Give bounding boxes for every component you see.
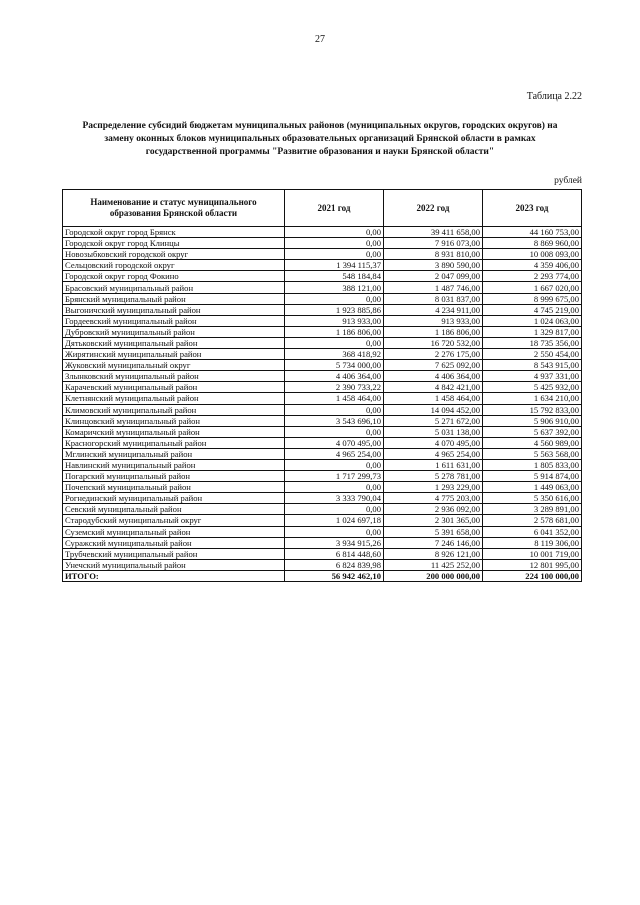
row-2021: 6 814 448,60 (285, 548, 384, 559)
row-2021: 2 390 733,22 (285, 382, 384, 393)
row-2022: 7 246 146,00 (384, 537, 483, 548)
row-2023: 1 667 020,00 (483, 282, 582, 293)
table-row (63, 227, 582, 238)
table-row (63, 293, 582, 304)
row-2022: 8 031 837,00 (384, 293, 483, 304)
table-row (63, 404, 582, 415)
row-municipality: Жуковский муниципальный округ (63, 360, 285, 371)
row-municipality: Трубчевский муниципальный район (63, 548, 285, 559)
row-2023: 44 160 753,00 (483, 227, 582, 238)
row-municipality: Дятьковский муниципальный район (63, 337, 285, 348)
table-row (63, 471, 582, 482)
table-row (63, 315, 582, 326)
row-2021: 1 458 464,00 (285, 393, 384, 404)
table-row (63, 360, 582, 371)
table-row (63, 238, 582, 249)
table-row (63, 493, 582, 504)
row-municipality: Стародубский муниципальный округ (63, 515, 285, 526)
row-municipality: Сельцовский городской округ (63, 260, 285, 271)
row-municipality: Выгоничский муниципальный район (63, 304, 285, 315)
row-2021: 3 333 790,04 (285, 493, 384, 504)
row-2022: 1 487 746,00 (384, 282, 483, 293)
row-municipality: Навлинский муниципальный район (63, 459, 285, 470)
row-2023: 1 329 817,00 (483, 326, 582, 337)
row-2023: 2 293 774,00 (483, 271, 582, 282)
row-municipality: Гордеевский муниципальный район (63, 315, 285, 326)
row-2022: 8 926 121,00 (384, 548, 483, 559)
row-2023: 10 001 719,00 (483, 548, 582, 559)
total-label: ИТОГО: (63, 570, 285, 581)
row-municipality: Красногорский муниципальный район (63, 437, 285, 448)
row-2021: 548 184,84 (285, 271, 384, 282)
row-2022: 913 933,00 (384, 315, 483, 326)
header-2021: 2021 год (285, 190, 384, 227)
row-2022: 4 842 421,00 (384, 382, 483, 393)
row-municipality: Городской округ город Брянск (63, 227, 285, 238)
row-municipality: Унечский муниципальный район (63, 559, 285, 570)
subsidy-table (62, 189, 582, 582)
row-municipality: Городской округ город Фокино (63, 271, 285, 282)
row-municipality: Климовский муниципальный район (63, 404, 285, 415)
table-row (63, 337, 582, 348)
row-municipality: Клетнянский муниципальный район (63, 393, 285, 404)
row-municipality: Злынковский муниципальный район (63, 371, 285, 382)
table-row (63, 326, 582, 337)
page-number: 27 (315, 34, 325, 45)
row-2023: 1 805 833,00 (483, 459, 582, 470)
table-row (63, 382, 582, 393)
row-2021: 1 186 806,00 (285, 326, 384, 337)
row-2023: 4 560 989,00 (483, 437, 582, 448)
table-row (63, 271, 582, 282)
row-municipality: Севский муниципальный район (63, 504, 285, 515)
row-2021: 0,00 (285, 293, 384, 304)
table-row (63, 249, 582, 260)
table-row (63, 371, 582, 382)
row-2022: 3 890 590,00 (384, 260, 483, 271)
table-row (63, 437, 582, 448)
row-municipality: Новозыбковский городской округ (63, 249, 285, 260)
row-municipality: Суземский муниципальный район (63, 526, 285, 537)
row-2021: 0,00 (285, 482, 384, 493)
row-municipality: Брянский муниципальный район (63, 293, 285, 304)
row-2022: 4 234 911,00 (384, 304, 483, 315)
row-2021: 0,00 (285, 249, 384, 260)
table-row (63, 448, 582, 459)
row-2021: 6 824 839,98 (285, 559, 384, 570)
table-row (63, 415, 582, 426)
row-municipality: Городской округ город Клинцы (63, 238, 285, 249)
units-label: рублей (554, 176, 582, 186)
table-row (63, 504, 582, 515)
row-2023: 8 999 675,00 (483, 293, 582, 304)
table-row (63, 304, 582, 315)
header-2022: 2022 год (384, 190, 483, 227)
row-2023: 5 637 392,00 (483, 426, 582, 437)
row-2021: 0,00 (285, 404, 384, 415)
table-row (63, 515, 582, 526)
row-2021: 3 543 696,10 (285, 415, 384, 426)
row-2022: 39 411 658,00 (384, 227, 483, 238)
row-2023: 3 289 891,00 (483, 504, 582, 515)
row-municipality: Рогнединский муниципальный район (63, 493, 285, 504)
total-2021: 56 942 462,10 (285, 570, 384, 581)
row-2021: 0,00 (285, 238, 384, 249)
total-2023: 224 100 000,00 (483, 570, 582, 581)
table-row (63, 260, 582, 271)
row-2022: 14 094 452,00 (384, 404, 483, 415)
total-2022: 200 000 000,00 (384, 570, 483, 581)
row-municipality: Клинцовский муниципальный район (63, 415, 285, 426)
table-label: Таблица 2.22 (526, 91, 582, 102)
row-2021: 1 923 885,86 (285, 304, 384, 315)
row-2022: 5 031 138,00 (384, 426, 483, 437)
row-2022: 4 775 203,00 (384, 493, 483, 504)
row-municipality: Мглинский муниципальный район (63, 448, 285, 459)
row-2022: 1 458 464,00 (384, 393, 483, 404)
row-2023: 4 745 219,00 (483, 304, 582, 315)
row-2021: 1 394 115,37 (285, 260, 384, 271)
row-2022: 2 047 099,00 (384, 271, 483, 282)
row-2022: 5 271 672,00 (384, 415, 483, 426)
row-2021: 368 418,92 (285, 349, 384, 360)
row-2023: 12 801 995,00 (483, 559, 582, 570)
row-2021: 0,00 (285, 337, 384, 348)
row-2022: 4 070 495,00 (384, 437, 483, 448)
table-row (63, 526, 582, 537)
table-row (63, 393, 582, 404)
row-municipality: Погарский муниципальный район (63, 471, 285, 482)
row-2023: 5 563 568,00 (483, 448, 582, 459)
row-2022: 2 936 092,00 (384, 504, 483, 515)
row-municipality: Суражский муниципальный район (63, 537, 285, 548)
row-2023: 1 024 063,00 (483, 315, 582, 326)
row-2022: 2 301 365,00 (384, 515, 483, 526)
row-2022: 7 916 073,00 (384, 238, 483, 249)
row-2023: 5 350 616,00 (483, 493, 582, 504)
row-municipality: Комаричский муниципальный район (63, 426, 285, 437)
table-row (63, 559, 582, 570)
row-2023: 15 792 833,00 (483, 404, 582, 415)
table-row (63, 459, 582, 470)
row-2023: 6 041 352,00 (483, 526, 582, 537)
row-2023: 1 449 063,00 (483, 482, 582, 493)
table-row (63, 426, 582, 437)
row-2023: 5 914 874,00 (483, 471, 582, 482)
row-2023: 8 869 960,00 (483, 238, 582, 249)
row-2023: 8 119 306,00 (483, 537, 582, 548)
table-row (63, 282, 582, 293)
row-2021: 5 734 000,00 (285, 360, 384, 371)
header-2023: 2023 год (483, 190, 582, 227)
row-2022: 1 611 631,00 (384, 459, 483, 470)
header-municipality: Наименование и статус муниципального образования Брянской области (63, 190, 285, 227)
row-municipality: Жирятинский муниципальный район (63, 349, 285, 360)
total-row (63, 570, 582, 581)
row-2021: 1 717 299,73 (285, 471, 384, 482)
row-2023: 10 008 093,00 (483, 249, 582, 260)
row-municipality: Карачевский муниципальный район (63, 382, 285, 393)
row-2022: 4 965 254,00 (384, 448, 483, 459)
row-municipality: Дубровский муниципальный район (63, 326, 285, 337)
row-2022: 5 278 781,00 (384, 471, 483, 482)
row-2022: 2 276 175,00 (384, 349, 483, 360)
table-row (63, 548, 582, 559)
row-2021: 4 406 364,00 (285, 371, 384, 382)
row-2021: 913 933,00 (285, 315, 384, 326)
row-2023: 5 425 932,00 (483, 382, 582, 393)
row-2021: 0,00 (285, 504, 384, 515)
row-2023: 2 578 681,00 (483, 515, 582, 526)
row-2022: 1 186 806,00 (384, 326, 483, 337)
row-2021: 1 024 697,18 (285, 515, 384, 526)
row-2023: 8 543 915,00 (483, 360, 582, 371)
row-2023: 4 937 331,00 (483, 371, 582, 382)
row-municipality: Почепский муниципальный район (63, 482, 285, 493)
row-2022: 1 293 229,00 (384, 482, 483, 493)
row-2022: 16 720 532,00 (384, 337, 483, 348)
table-header-row (63, 190, 582, 227)
table-row (63, 349, 582, 360)
row-2021: 4 965 254,00 (285, 448, 384, 459)
row-2021: 0,00 (285, 526, 384, 537)
row-2022: 5 391 658,00 (384, 526, 483, 537)
row-2021: 388 121,00 (285, 282, 384, 293)
table-row (63, 537, 582, 548)
document-title: Распределение субсидий бюджетам муниципальных районов (муниципальных округов, городских округов) на замену оконных блоков муниципальных образовательных организаций Брянской области в рамках государственной программы "Развитие образования и науки Брянской области" (82, 121, 558, 157)
row-2021: 4 070 495,00 (285, 437, 384, 448)
row-2021: 0,00 (285, 426, 384, 437)
row-2021: 0,00 (285, 459, 384, 470)
row-2022: 4 406 364,00 (384, 371, 483, 382)
row-2023: 5 906 910,00 (483, 415, 582, 426)
row-2023: 1 634 210,00 (483, 393, 582, 404)
row-2023: 18 735 356,00 (483, 337, 582, 348)
row-2023: 2 550 454,00 (483, 349, 582, 360)
table-row (63, 482, 582, 493)
row-2022: 11 425 252,00 (384, 559, 483, 570)
row-2022: 7 625 092,00 (384, 360, 483, 371)
row-2023: 4 359 406,00 (483, 260, 582, 271)
row-2021: 0,00 (285, 227, 384, 238)
row-2021: 3 934 915,26 (285, 537, 384, 548)
row-2022: 8 931 810,00 (384, 249, 483, 260)
row-municipality: Брасовский муниципальный район (63, 282, 285, 293)
